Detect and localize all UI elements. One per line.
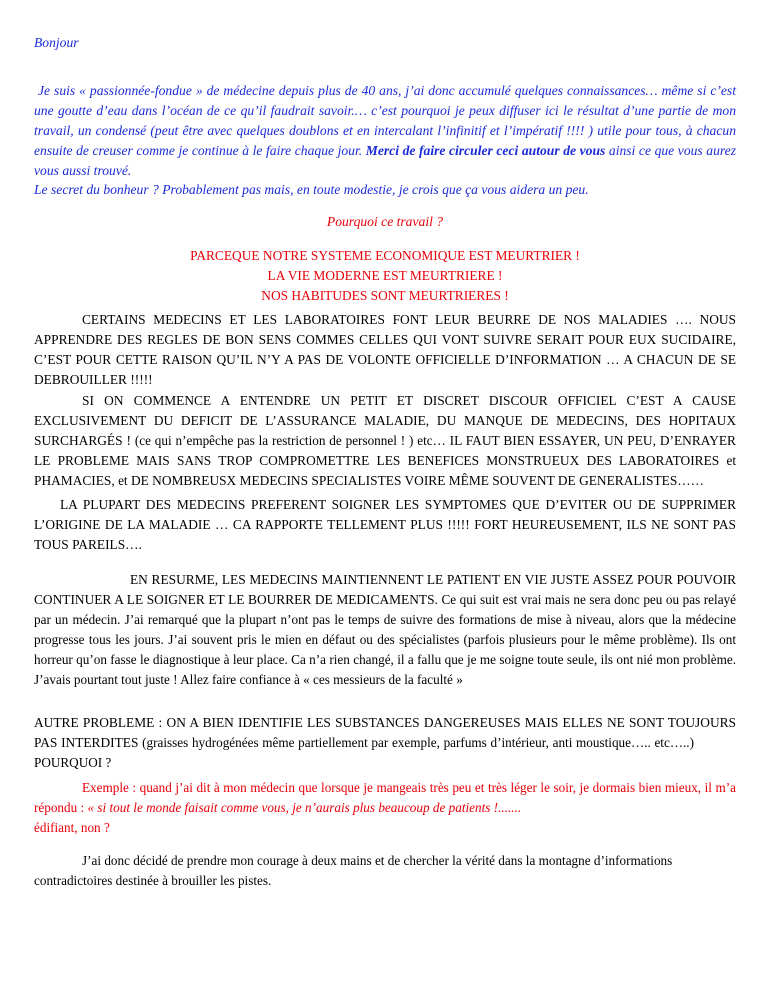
autre-paragraph (34, 713, 736, 773)
intro-paragraph (34, 81, 736, 181)
autre-text: (graisses hydrogénées même partiellement par exemple, parfums d’intérieur, anti moustique….. etc…..) (138, 735, 694, 750)
example-text-1: Exemple : quand j’ai dit à mon médecin que lorsque je mangeais très peu et très léger le soir, je dormais bien mieux, il m’a répondu : (34, 780, 736, 815)
symptomes-paragraph: LA PLUPART DES MEDECINS PREFERENT SOIGNER LES SYMPTOMES QUE D’EVITER OU DE SUPPRIMER L’ORIGINE DE LA MALADIE … CA RAPPORTE TELLEMENT PLUS !!!!! FORT HEUREUSEMENT, ILS NE SONT PAS TOUS PAREILS…. (34, 497, 736, 552)
because-line: PARCEQUE NOTRE SYSTEME ECONOMIQUE EST MEURTRIER ! (190, 248, 580, 263)
discours-text-1: SI ON COMMENCE A ENTENDRE UN PETIT ET DISCRET DISCOUR OFFICIEL C’EST A CAUSE EXCLUSIVEMENT DU DEFICIT DE L’ASSURANCE MALADIE, DU MANQUE DE MEDECINS, DES HOPITAUX SURCHARGÉS ! (34, 393, 736, 448)
greeting: Bonjour (34, 35, 79, 50)
why-title: Pourquoi ce travail ? (326, 214, 444, 229)
autre-caps: AUTRE PROBLEME : ON A BIEN IDENTIFIE LES SUBSTANCES DANGEREUSES MAIS ELLES NE SONT TOUJOURS PAS INTERDITES (34, 715, 736, 750)
because-line: NOS HABITUDES SONT MEURTRIERES ! (261, 288, 509, 303)
because-line: LA VIE MODERNE EST MEURTRIERE ! (267, 268, 503, 283)
secret-line: Le secret du bonheur ? Probablement pas mais, en toute modestie, je crois que ça vous aidera un peu. (34, 182, 589, 197)
resume-caps: EN RESURME, LES MEDECINS MAINTIENNENT LE PATIENT EN VIE JUSTE ASSEZ POUR POUVOIR CONTINUER A LE SOIGNER ET LE BOURRER DE MEDICAMENTS. (34, 572, 736, 607)
intro-bold-request: Merci de faire circuler ceci autour de vous (365, 143, 606, 158)
discours-text-3: PHAMACIES, (34, 473, 119, 488)
discours-et-1: et (726, 453, 736, 468)
discours-paren: (ce qui n’empêche pas la restriction de personnel ! ) etc… (134, 433, 446, 448)
intro-text-1: Je suis « passionnée-fondue » de médecine depuis plus de 40 ans, j’ai donc accumulé quelques connaissances… même si c’est une goutte d’eau dans l’océan de ce qu’il faudrait savoir.… c’est pourquoi je peux diffuser ici le résultat d’une partie de mon travail, un condensé (peut être avec quelques doublons et en intercalant l’infinitif et l’impératif !!!! ) utile pour tous, à chacun ensuite de creuser comme je continue à le faire chaque jour. (34, 83, 736, 158)
discours-paragraph (34, 391, 736, 491)
resume-text: Ce qui suit est vrai mais ne sera donc peu ou pas relayé par un médecin. J’ai remarqué que la plupart n’ont pas le temps de suivre des formations de mise à niveau, alors que la médecine progresse tous les jours. J’ai souvent pris le mien en défaut ou des spécialistes (parfois plusieurs pour le même problème). Ils ont horreur qu’on fasse le diagnostique à leur place. Ca n’a rien changé, il a fallu que je me soigne toute seule, ils ont nié mon problème. J’avais pourtant tout juste ! Allez faire confiance à « ces messieurs de la faculté » (34, 592, 736, 687)
resume-paragraph (34, 570, 736, 690)
discours-text-2: IL FAUT BIEN ESSAYER, UN PEU, D’ENRAYER LE PROBLEME MAIS SANS TROP COMPROMETTRE LES BENEFICES MONSTRUEUX DES LABORATOIRES (34, 433, 736, 468)
discours-et-2: et (118, 473, 128, 488)
medecins-paragraph: CERTAINS MEDECINS ET LES LABORATOIRES FONT LEUR BEURRE DE NOS MALADIES …. NOUS APPRENDRE DES REGLES DE BON SENS COMMES CELLES QUI VONT SUIVRE SERAIT POUR EUX SUCIDAIRE, C’EST POUR CETTE RAISON QU’IL N’Y A PAS DE VOLONTE OFFICIELLE D’INFORMATION … A CHACUN DE SE DEBROUILLER !!!!! (34, 312, 736, 387)
example-text-2: édifiant, non ? (34, 820, 110, 835)
because-block (34, 246, 736, 306)
example-quote: « si tout le monde faisait comme vous, je n’aurais plus beaucoup de patients !....... (87, 800, 522, 815)
conclusion-paragraph: J’ai donc décidé de prendre mon courage à deux mains et de chercher la vérité dans la montagne d’informations contradictoires destinée à brouiller les pistes. (34, 853, 673, 888)
autre-why: POURQUOI ? (34, 755, 112, 770)
example-paragraph (34, 778, 736, 838)
intro-text-2: ainsi ce que vous aurez vous aussi trouvé. (34, 143, 736, 178)
discours-text-4: DE NOMBREUSX MEDECINS SPECIALISTES VOIRE MÊME SOUVENT DE GENERALISTES…… (127, 473, 705, 488)
